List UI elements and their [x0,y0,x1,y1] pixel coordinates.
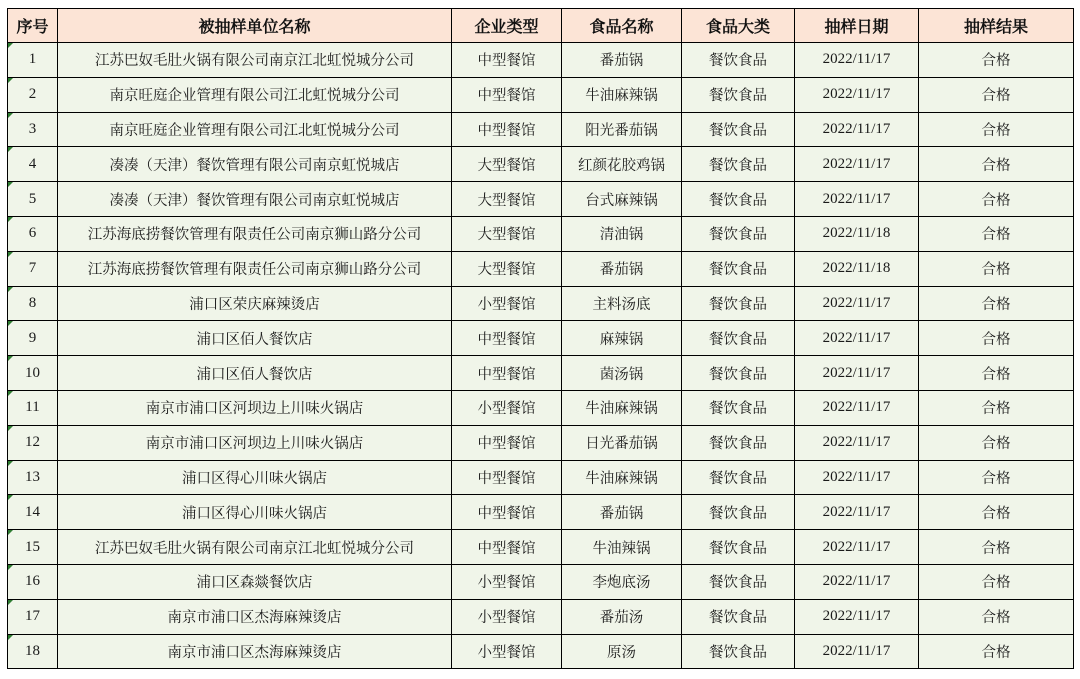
cell-business-type[interactable]: 中型餐馆 [452,43,562,78]
cell-sampled-unit[interactable]: 浦口区森燚餐饮店 [58,564,452,599]
sampling-results-table [7,8,1074,669]
column-header-sampled-unit[interactable]: 被抽样单位名称 [58,9,452,43]
cell-sampled-unit[interactable]: 江苏海底捞餐饮管理有限责任公司南京狮山路分公司 [58,251,452,286]
table-row [8,147,1074,182]
cell-food-name[interactable]: 清油锅 [562,216,682,251]
cell-food-category[interactable]: 餐饮食品 [682,43,795,78]
cell-food-category[interactable]: 餐饮食品 [682,112,795,147]
cell-food-name[interactable]: 番茄锅 [562,495,682,530]
cell-sampling-result[interactable]: 合格 [919,182,1074,217]
table-row [8,495,1074,530]
table-row [8,425,1074,460]
table-row [8,321,1074,356]
cell-sampling-date[interactable]: 2022/11/17 [795,286,919,321]
cell-food-name[interactable]: 牛油麻辣锅 [562,460,682,495]
cell-business-type[interactable]: 中型餐馆 [452,356,562,391]
cell-sampling-result[interactable]: 合格 [919,390,1074,425]
cell-sampling-result[interactable]: 合格 [919,321,1074,356]
cell-sampling-result[interactable]: 合格 [919,599,1074,634]
cell-sampling-result[interactable]: 合格 [919,251,1074,286]
cell-food-category[interactable]: 餐饮食品 [682,460,795,495]
cell-sampling-date[interactable]: 2022/11/17 [795,182,919,217]
table-row [8,564,1074,599]
cell-business-type[interactable]: 中型餐馆 [452,321,562,356]
cell-food-category[interactable]: 餐饮食品 [682,182,795,217]
cell-sampling-result[interactable]: 合格 [919,216,1074,251]
table-row [8,182,1074,217]
table-row [8,634,1074,669]
column-header-food-category[interactable]: 食品大类 [682,9,795,43]
table-row [8,43,1074,78]
table-row [8,460,1074,495]
column-header-food-name[interactable]: 食品名称 [562,9,682,43]
cell-food-name[interactable]: 番茄锅 [562,43,682,78]
column-header-index[interactable]: 序号 [8,9,58,43]
cell-sampling-date[interactable]: 2022/11/17 [795,390,919,425]
cell-sampling-date[interactable]: 2022/11/17 [795,634,919,669]
cell-food-name[interactable]: 番茄汤 [562,599,682,634]
cell-food-name[interactable]: 日光番茄锅 [562,425,682,460]
cell-index[interactable]: 8 [8,286,58,321]
cell-food-category[interactable]: 餐饮食品 [682,634,795,669]
cell-sampled-unit[interactable]: 浦口区佰人餐饮店 [58,356,452,391]
cell-sampled-unit[interactable]: 南京市浦口区杰海麻辣烫店 [58,634,452,669]
cell-index[interactable]: 1 [8,43,58,78]
table-row [8,390,1074,425]
cell-business-type[interactable]: 小型餐馆 [452,599,562,634]
cell-sampled-unit[interactable]: 江苏海底捞餐饮管理有限责任公司南京狮山路分公司 [58,216,452,251]
cell-sampling-result[interactable]: 合格 [919,564,1074,599]
cell-business-type[interactable]: 小型餐馆 [452,390,562,425]
cell-index[interactable]: 17 [8,599,58,634]
cell-food-name[interactable]: 阳光番茄锅 [562,112,682,147]
cell-sampling-result[interactable]: 合格 [919,425,1074,460]
cell-sampling-result[interactable]: 合格 [919,460,1074,495]
cell-sampling-date[interactable]: 2022/11/17 [795,77,919,112]
cell-sampled-unit[interactable]: 凑凑（天津）餐饮管理有限公司南京虹悦城店 [58,182,452,217]
cell-sampling-result[interactable]: 合格 [919,43,1074,78]
cell-index[interactable]: 6 [8,216,58,251]
cell-index[interactable]: 2 [8,77,58,112]
cell-food-category[interactable]: 餐饮食品 [682,425,795,460]
table-row [8,286,1074,321]
cell-index[interactable]: 13 [8,460,58,495]
cell-food-category[interactable]: 餐饮食品 [682,564,795,599]
cell-business-type[interactable]: 中型餐馆 [452,495,562,530]
cell-index[interactable]: 4 [8,147,58,182]
cell-sampling-date[interactable]: 2022/11/17 [795,321,919,356]
cell-food-name[interactable]: 李炮底汤 [562,564,682,599]
cell-sampled-unit[interactable]: 南京市浦口区河坝边上川味火锅店 [58,425,452,460]
cell-food-name[interactable]: 红颜花胶鸡锅 [562,147,682,182]
cell-sampled-unit[interactable]: 浦口区得心川味火锅店 [58,495,452,530]
cell-sampled-unit[interactable]: 浦口区佰人餐饮店 [58,321,452,356]
cell-food-name[interactable]: 牛油麻辣锅 [562,390,682,425]
cell-sampling-date[interactable]: 2022/11/17 [795,425,919,460]
cell-index[interactable]: 10 [8,356,58,391]
cell-business-type[interactable]: 大型餐馆 [452,251,562,286]
cell-business-type[interactable]: 中型餐馆 [452,77,562,112]
cell-food-category[interactable]: 餐饮食品 [682,530,795,565]
column-header-sampling-result[interactable]: 抽样结果 [919,9,1074,43]
table-row [8,530,1074,565]
cell-sampling-date[interactable]: 2022/11/17 [795,564,919,599]
cell-food-name[interactable]: 牛油辣锅 [562,530,682,565]
cell-business-type[interactable]: 小型餐馆 [452,564,562,599]
cell-food-name[interactable]: 番茄锅 [562,251,682,286]
cell-food-category[interactable]: 餐饮食品 [682,286,795,321]
cell-sampling-result[interactable]: 合格 [919,286,1074,321]
column-header-sampling-date[interactable]: 抽样日期 [795,9,919,43]
cell-food-category[interactable]: 餐饮食品 [682,356,795,391]
cell-sampled-unit[interactable]: 浦口区荣庆麻辣烫店 [58,286,452,321]
cell-sampling-result[interactable]: 合格 [919,356,1074,391]
cell-food-category[interactable]: 餐饮食品 [682,216,795,251]
cell-food-name[interactable]: 原汤 [562,634,682,669]
cell-food-category[interactable]: 餐饮食品 [682,147,795,182]
cell-sampling-result[interactable]: 合格 [919,634,1074,669]
cell-business-type[interactable]: 大型餐馆 [452,216,562,251]
cell-sampled-unit[interactable]: 南京旺庭企业管理有限公司江北虹悦城分公司 [58,112,452,147]
cell-sampling-date[interactable]: 2022/11/18 [795,216,919,251]
cell-index[interactable]: 11 [8,390,58,425]
cell-index[interactable]: 5 [8,182,58,217]
cell-sampled-unit[interactable]: 南京旺庭企业管理有限公司江北虹悦城分公司 [58,77,452,112]
sampling-results-sheet [7,8,1073,669]
cell-sampling-result[interactable]: 合格 [919,112,1074,147]
cell-business-type[interactable]: 大型餐馆 [452,147,562,182]
cell-food-name[interactable]: 麻辣锅 [562,321,682,356]
cell-food-category[interactable]: 餐饮食品 [682,599,795,634]
cell-food-name[interactable]: 菌汤锅 [562,356,682,391]
cell-business-type[interactable]: 中型餐馆 [452,530,562,565]
cell-sampling-date[interactable]: 2022/11/17 [795,147,919,182]
cell-index[interactable]: 12 [8,425,58,460]
table-row [8,356,1074,391]
cell-food-category[interactable]: 餐饮食品 [682,495,795,530]
cell-food-name[interactable]: 牛油麻辣锅 [562,77,682,112]
cell-food-category[interactable]: 餐饮食品 [682,321,795,356]
table-row [8,216,1074,251]
cell-business-type[interactable]: 中型餐馆 [452,460,562,495]
cell-sampling-date[interactable]: 2022/11/17 [795,356,919,391]
table-row [8,599,1074,634]
cell-sampled-unit[interactable]: 江苏巴奴毛肚火锅有限公司南京江北虹悦城分公司 [58,530,452,565]
cell-sampling-result[interactable]: 合格 [919,77,1074,112]
cell-food-category[interactable]: 餐饮食品 [682,390,795,425]
cell-sampling-date[interactable]: 2022/11/17 [795,460,919,495]
cell-index[interactable]: 15 [8,530,58,565]
cell-business-type[interactable]: 中型餐馆 [452,112,562,147]
table-row [8,112,1074,147]
cell-index[interactable]: 14 [8,495,58,530]
cell-sampling-result[interactable]: 合格 [919,147,1074,182]
cell-food-category[interactable]: 餐饮食品 [682,77,795,112]
cell-index[interactable]: 9 [8,321,58,356]
cell-sampling-date[interactable]: 2022/11/17 [795,43,919,78]
cell-business-type[interactable]: 中型餐馆 [452,425,562,460]
cell-food-category[interactable]: 餐饮食品 [682,251,795,286]
cell-sampled-unit[interactable]: 凑凑（天津）餐饮管理有限公司南京虹悦城店 [58,147,452,182]
cell-sampling-date[interactable]: 2022/11/17 [795,112,919,147]
column-header-business-type[interactable]: 企业类型 [452,9,562,43]
cell-sampling-date[interactable]: 2022/11/17 [795,599,919,634]
cell-sampled-unit[interactable]: 南京市浦口区河坝边上川味火锅店 [58,390,452,425]
cell-index[interactable]: 16 [8,564,58,599]
cell-sampled-unit[interactable]: 江苏巴奴毛肚火锅有限公司南京江北虹悦城分公司 [58,43,452,78]
cell-sampled-unit[interactable]: 浦口区得心川味火锅店 [58,460,452,495]
table-row [8,251,1074,286]
cell-business-type[interactable]: 小型餐馆 [452,634,562,669]
cell-index[interactable]: 18 [8,634,58,669]
cell-food-name[interactable]: 主料汤底 [562,286,682,321]
cell-food-name[interactable]: 台式麻辣锅 [562,182,682,217]
header-row [8,9,1074,43]
cell-sampling-date[interactable]: 2022/11/18 [795,251,919,286]
cell-index[interactable]: 3 [8,112,58,147]
cell-sampled-unit[interactable]: 南京市浦口区杰海麻辣烫店 [58,599,452,634]
table-row [8,77,1074,112]
cell-sampling-date[interactable]: 2022/11/17 [795,495,919,530]
cell-sampling-result[interactable]: 合格 [919,530,1074,565]
cell-sampling-result[interactable]: 合格 [919,495,1074,530]
cell-sampling-date[interactable]: 2022/11/17 [795,530,919,565]
cell-index[interactable]: 7 [8,251,58,286]
table-body [8,43,1074,669]
cell-business-type[interactable]: 小型餐馆 [452,286,562,321]
cell-business-type[interactable]: 大型餐馆 [452,182,562,217]
